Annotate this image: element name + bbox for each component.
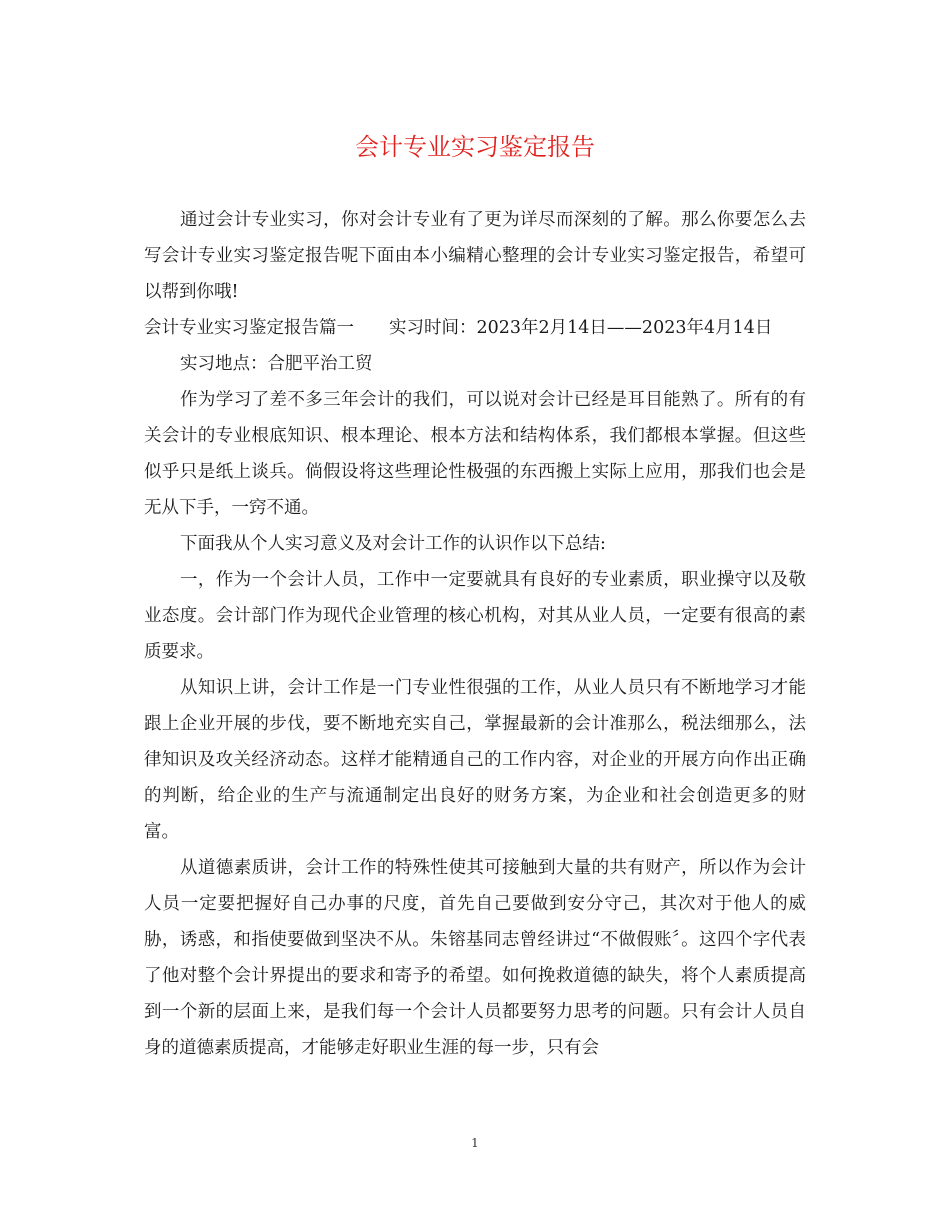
paragraph-point-one: 一，作为一个会计人员，工作中一定要就具有良好的专业素质，职业操守以及敬业态度。会计部门作为现代企业管理的核心机构，对其从业人员，一定要有很高的素质要求。: [144, 570, 806, 662]
paragraph-ethics: 从道德素质讲，会计工作的特殊性使其可接触到大量的共有财产，所以作为会计人员一定要把握好自己办事的尺度，首先自己要做到安分守己，其次对于他人的威胁，诱惑，和指使要做到坚决不从。朱镕基同志曾经讲过“不做假账〞。这四个字代表了他对整个会计界提出的要求和寄予的希望。如何挽救道德的缺失，将个人素质提高到一个新的层面上来，是我们每一个会计人员都要努力思考的问题。只有会计人员自身的道德素质提高，才能够走好职业生涯的每一步，只有会: [144, 858, 806, 1058]
document-body: [144, 202, 806, 1066]
paragraph-intro: 通过会计专业实习，你对会计专业有了更为详尽而深刻的了解。那么你要怎么去写会计专业实习鉴定报告呢下面由本小编精心整理的会计专业实习鉴定报告，希望可以帮到你哦!: [144, 210, 806, 302]
document-title: 会计专业实习鉴定报告: [355, 133, 595, 161]
page-number: 1: [471, 1136, 479, 1150]
paragraph-summary-intro: 下面我从个人实习意义及对会计工作的认识作以下总结:: [180, 534, 606, 554]
paragraph-background: 作为学习了差不多三年会计的我们，可以说对会计已经是耳目能熟了。所有的有关会计的专业根底知识、根本理论、根本方法和结构体系，我们都根本掌握。但这些似乎只是纸上谈兵。倘假设将这些理论性极强的东西搬上实际上应用，那我们也会是无从下手，一窍不通。: [144, 390, 806, 518]
paragraph-location: 实习地点：合肥平治工贸: [180, 354, 373, 374]
paragraph-report-heading: 会计专业实习鉴定报告篇一 实习时间：2023年2月14日——2023年4月14日: [144, 318, 773, 338]
paragraph-knowledge: 从知识上讲，会计工作是一门专业性很强的工作，从业人员只有不断地学习才能跟上企业开展的步伐，要不断地充实自己，掌握最新的会计准那么，税法细那么，法律知识及攻关经济动态。这样才能精通自己的工作内容，对企业的开展方向作出正确的判断，给企业的生产与流通制定出良好的财务方案，为企业和社会创造更多的财富。: [144, 678, 806, 842]
